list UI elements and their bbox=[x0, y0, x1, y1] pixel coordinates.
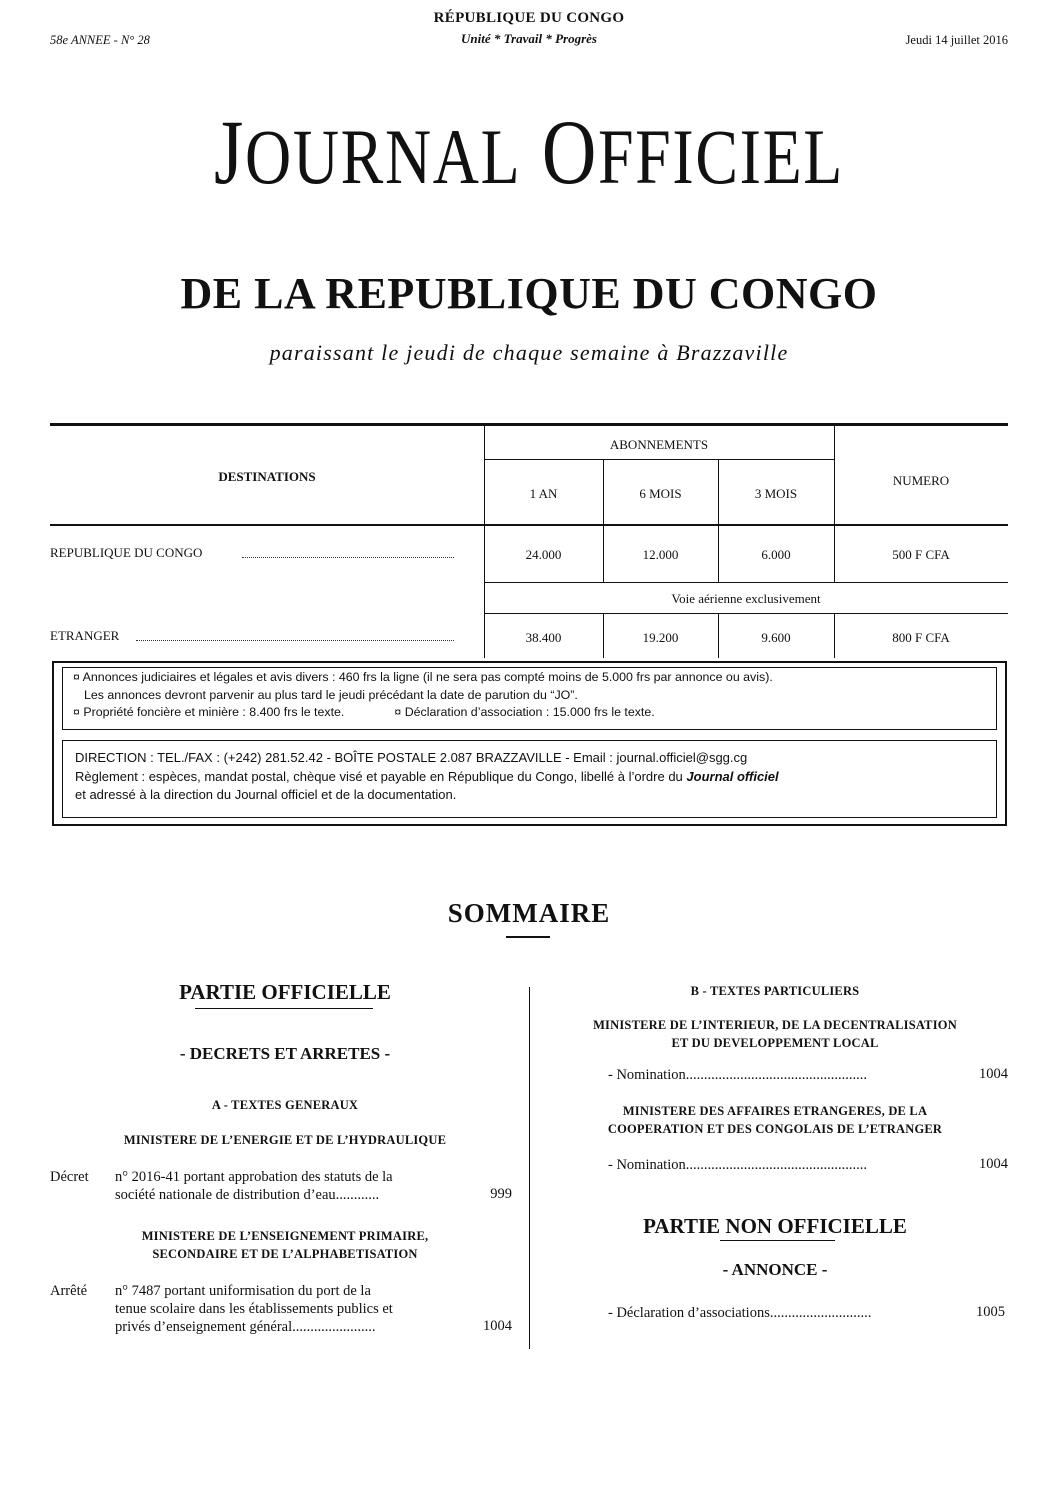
entry-page: 999 bbox=[490, 1186, 512, 1202]
col-6mois: 6 MOIS bbox=[639, 486, 682, 501]
entry-page: 1004 bbox=[979, 1066, 1008, 1082]
journal-officiel-emphasis: Journal officiel bbox=[686, 768, 779, 784]
reglement-text: Règlement : espèces, mandat postal, chèque visé et payable en République du Congo, libellé à l’ordre du bbox=[75, 768, 687, 784]
column-separator bbox=[529, 987, 530, 1349]
direction-contact: DIRECTION : TEL./FAX : (+242) 281.52.42 - BOÎTE POSTALE 2.087 BRAZZAVILLE - Email : journal.officiel@sgg.cg bbox=[75, 750, 748, 765]
officiel-title-rest: FFICIEL bbox=[597, 113, 844, 200]
textes-particuliers-heading: B - TEXTES PARTICULIERS bbox=[690, 984, 860, 998]
entry-nomination: - Nomination.................................................. bbox=[608, 1157, 867, 1173]
voie-aerienne-note: Voie aérienne exclusivement bbox=[671, 591, 821, 606]
abonnements-header: ABONNEMENTS bbox=[609, 437, 709, 452]
notice-propriete: ¤ Propriété foncière et minière : 8.400 frs le texte. bbox=[73, 705, 345, 719]
col-1an: 1 AN bbox=[529, 486, 558, 501]
table-cell: 800 F CFA bbox=[892, 630, 950, 645]
notice-line bbox=[73, 704, 996, 722]
entry-nomination: - Nomination.................................................. bbox=[608, 1067, 867, 1083]
notices-frame bbox=[52, 661, 1007, 826]
national-motto: Unité * Travail * Progrès bbox=[460, 31, 597, 46]
ministry-heading bbox=[40, 1227, 530, 1263]
journal-title bbox=[95, 100, 963, 209]
decrets-arretes-heading: - DECRETS ET ARRETES - bbox=[179, 1044, 391, 1063]
ministry-line: ET DU DEVELOPPEMENT LOCAL bbox=[671, 1036, 879, 1050]
sommaire-title: SOMMAIRE bbox=[447, 898, 611, 928]
entry-decret-line1: n° 2016-41 portant approbation des statuts de la bbox=[115, 1169, 393, 1185]
table-cell: 19.200 bbox=[642, 630, 679, 645]
direction-box bbox=[62, 740, 997, 818]
entry-arrete-line2: tenue scolaire dans les établissements publics et bbox=[115, 1301, 393, 1317]
notice-association: ¤ Déclaration d’association : 15.000 frs le texte. bbox=[394, 705, 655, 719]
partie-officielle-heading: PARTIE OFFICIELLE bbox=[179, 980, 391, 1004]
ministry-line: MINISTERE DE L’INTERIEUR, DE LA DECENTRALISATION bbox=[593, 1018, 957, 1032]
journal-tagline: paraissant le jeudi de chaque semaine à Brazzaville bbox=[269, 340, 789, 365]
subscription-table bbox=[50, 423, 1008, 658]
notices-box bbox=[62, 667, 997, 730]
issue-number: 58e ANNEE - N° 28 bbox=[50, 33, 150, 47]
republic-name: RÉPUBLIQUE DU CONGO bbox=[433, 10, 625, 26]
table-cell: 38.400 bbox=[525, 630, 562, 645]
ministry-line: SECONDAIRE ET DE L’ALPHABETISATION bbox=[152, 1247, 418, 1261]
destinations-header: DESTINATIONS bbox=[218, 469, 316, 484]
entry-arrete-line1: n° 7487 portant uniformisation du port de la bbox=[115, 1283, 371, 1299]
entry-arrete-line3: privés d’enseignement général....................... bbox=[115, 1319, 376, 1335]
issue-date: Jeudi 14 juillet 2016 bbox=[905, 33, 1008, 47]
numero-header: NUMERO bbox=[892, 473, 950, 488]
table-cell: 24.000 bbox=[525, 547, 562, 562]
direction-reglement bbox=[75, 768, 996, 787]
ministry-heading bbox=[540, 1016, 1010, 1052]
journal-title-rest: OURNAL bbox=[244, 113, 522, 200]
notice-line: Les annonces devront parvenir au plus tard le jeudi précédant la date de parution du “JO”. bbox=[84, 687, 578, 702]
entry-decret-line2: société nationale de distribution d’eau............ bbox=[115, 1187, 380, 1203]
ministry-line: COOPERATION ET DES CONGOLAIS DE L’ETRANGER bbox=[607, 1122, 943, 1136]
table-cell: 9.600 bbox=[761, 630, 791, 645]
destination-congo: REPUBLIQUE DU CONGO bbox=[50, 545, 203, 560]
ministry-heading bbox=[540, 1102, 1010, 1138]
table-cell: 12.000 bbox=[642, 547, 679, 562]
officiel-title-o: O bbox=[541, 101, 598, 203]
entry-page: 1005 bbox=[976, 1304, 1005, 1320]
table-cell: 500 F CFA bbox=[892, 547, 950, 562]
entry-page: 1004 bbox=[979, 1156, 1008, 1172]
direction-address: et adressé à la direction du Journal officiel et de la documentation. bbox=[75, 787, 457, 802]
col-3mois: 3 MOIS bbox=[754, 486, 798, 501]
table-cell: 6.000 bbox=[761, 547, 791, 562]
journal-title-j: J bbox=[213, 101, 245, 203]
notice-line: ¤ Annonces judiciaires et légales et avis divers : 460 frs la ligne (il ne sera pas compté moins de 5.000 frs par annonce ou avis). bbox=[73, 670, 773, 684]
entry-page: 1004 bbox=[483, 1318, 512, 1334]
entry-type-arrete: Arrêté bbox=[50, 1283, 88, 1299]
annonce-heading: - ANNONCE - bbox=[722, 1260, 828, 1279]
ministry-heading: MINISTERE DE L’ENERGIE ET DE L’HYDRAULIQUE bbox=[123, 1133, 447, 1147]
partie-non-officielle-heading: PARTIE NON OFFICIELLE bbox=[643, 1214, 907, 1238]
destination-etranger: ETRANGER bbox=[50, 628, 120, 643]
textes-generaux-heading: A - TEXTES GENERAUX bbox=[211, 1098, 359, 1112]
entry-type-decret: Décret bbox=[50, 1169, 89, 1185]
entry-declaration: - Déclaration d’associations............................ bbox=[608, 1305, 872, 1321]
ministry-line: MINISTERE DE L’ENSEIGNEMENT PRIMAIRE, bbox=[141, 1229, 429, 1243]
journal-subtitle: DE LA REPUBLIQUE DU CONGO bbox=[180, 269, 878, 318]
ministry-line: MINISTERE DES AFFAIRES ETRANGERES, DE LA bbox=[622, 1104, 928, 1118]
